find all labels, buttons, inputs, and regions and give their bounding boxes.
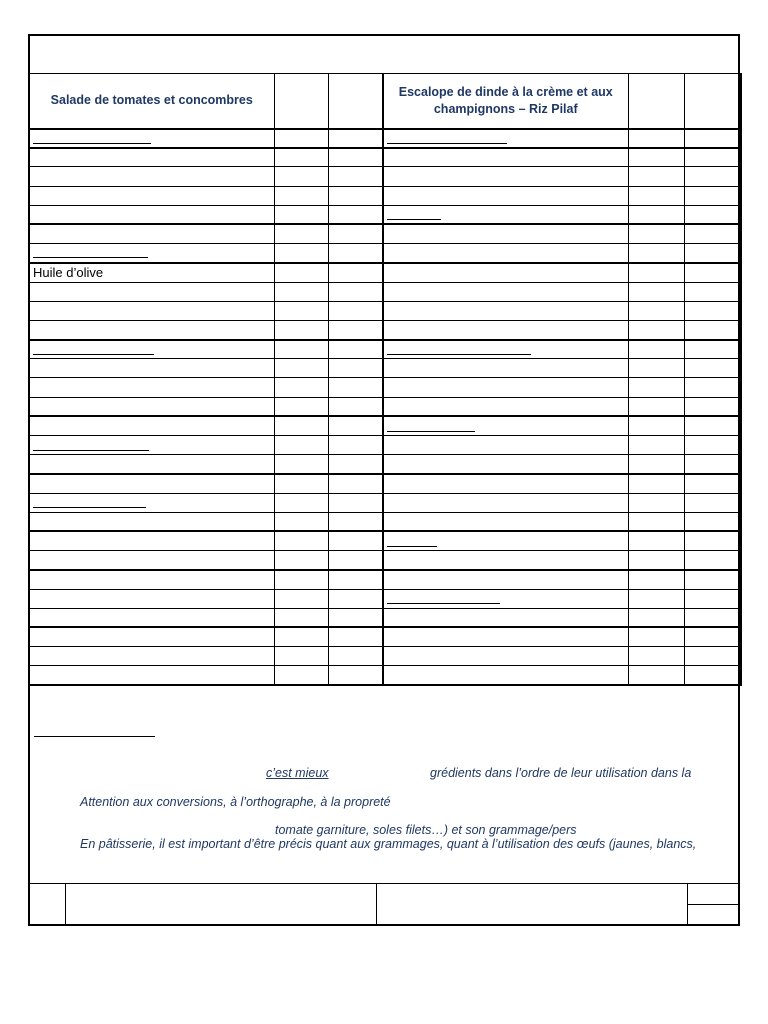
left-ingredient-cell (29, 627, 274, 646)
right-qty-cell (628, 186, 684, 205)
left-ingredient-cell (29, 129, 274, 148)
right-unit-cell (684, 474, 741, 493)
ingredient-row (29, 493, 741, 512)
right-qty-cell (628, 493, 684, 512)
right-unit-cell (684, 512, 741, 531)
left-qty-cell (274, 205, 328, 224)
ingredient-row (29, 129, 741, 148)
ingredient-row (29, 340, 741, 359)
left-ingredient-cell (29, 320, 274, 339)
left-unit-cell (328, 589, 383, 608)
right-unit-cell (684, 263, 741, 282)
left-unit-cell (328, 493, 383, 512)
right-ingredient-cell (383, 378, 628, 397)
right-qty-cell (628, 340, 684, 359)
note-line-4: En pâtisserie, il est important d’être précis quant aux grammages, quant à l’utilisation des œufs (jaunes, blancs, (80, 837, 697, 851)
right-qty-cell (628, 589, 684, 608)
left-unit-cell (328, 263, 383, 282)
right-qty-cell (628, 474, 684, 493)
right-ingredient-cell (383, 148, 628, 167)
form-title (30, 36, 738, 74)
footer-divider-2 (376, 884, 377, 925)
right-ingredient-cell (383, 397, 628, 416)
right-ingredient-cell (383, 301, 628, 320)
right-unit-cell (684, 129, 741, 148)
left-ingredient-cell (29, 589, 274, 608)
right-ingredient-cell (383, 531, 628, 550)
left-qty-cell (274, 608, 328, 627)
left-qty-cell (274, 474, 328, 493)
right-unit-cell (684, 666, 741, 685)
left-ingredient-cell (29, 666, 274, 685)
left-unit-header (328, 74, 383, 129)
right-ingredient-cell (383, 186, 628, 205)
left-unit-cell (328, 512, 383, 531)
left-ingredient-cell (29, 167, 274, 186)
ingredient-row (29, 186, 741, 205)
left-qty-cell (274, 186, 328, 205)
right-qty-cell (628, 531, 684, 550)
ingredient-row (29, 224, 741, 243)
ingredient-row (29, 436, 741, 455)
left-unit-cell (328, 474, 383, 493)
left-unit-cell (328, 244, 383, 263)
right-ingredient-cell (383, 359, 628, 378)
right-qty-header (628, 74, 684, 129)
left-unit-cell (328, 186, 383, 205)
right-ingredient-cell (383, 589, 628, 608)
right-unit-cell (684, 436, 741, 455)
right-ingredient-cell (383, 263, 628, 282)
ingredient-row (29, 205, 741, 224)
right-unit-cell (684, 627, 741, 646)
right-unit-cell (684, 301, 741, 320)
right-ingredient-cell (383, 205, 628, 224)
right-ingredient-cell (383, 493, 628, 512)
left-qty-cell (274, 512, 328, 531)
left-ingredient-cell (29, 224, 274, 243)
right-qty-cell (628, 627, 684, 646)
left-qty-cell (274, 666, 328, 685)
left-ingredient-cell (29, 301, 274, 320)
ingredient-row (29, 263, 741, 282)
left-ingredient-cell (29, 263, 274, 282)
right-ingredient-cell (383, 512, 628, 531)
right-qty-cell (628, 512, 684, 531)
right-ingredient-cell (383, 608, 628, 627)
right-qty-cell (628, 666, 684, 685)
blank-underline (33, 245, 148, 258)
ingredient-row (29, 244, 741, 263)
right-qty-cell (628, 378, 684, 397)
ingredient-row (29, 416, 741, 435)
left-ingredient-cell (29, 608, 274, 627)
right-ingredient-cell (383, 627, 628, 646)
ingredient-row (29, 512, 741, 531)
right-qty-cell (628, 244, 684, 263)
right-qty-cell (628, 608, 684, 627)
blank-underline (387, 131, 507, 144)
right-ingredient-cell (383, 244, 628, 263)
header-row (29, 74, 741, 129)
left-qty-cell (274, 416, 328, 435)
ingredient-row (29, 647, 741, 666)
right-ingredient-cell (383, 551, 628, 570)
blank-underline (33, 438, 149, 451)
right-ingredient-cell (383, 647, 628, 666)
notes-heading-underline (34, 736, 155, 737)
right-unit-header (684, 74, 741, 129)
left-ingredient-cell (29, 570, 274, 589)
note-line-1a: c’est mieux (266, 766, 329, 780)
ingredient-row (29, 531, 741, 550)
left-qty-cell (274, 455, 328, 474)
right-ingredient-cell (383, 320, 628, 339)
left-qty-cell (274, 493, 328, 512)
ingredient-row (29, 589, 741, 608)
blank-underline (33, 131, 151, 144)
left-unit-cell (328, 666, 383, 685)
blank-underline (387, 207, 441, 220)
left-unit-cell (328, 378, 383, 397)
right-recipe-title: Escalope de dinde à la crème et aux champignons – Riz Pilaf (383, 74, 628, 129)
left-ingredient-cell (29, 148, 274, 167)
left-unit-cell (328, 301, 383, 320)
left-qty-cell (274, 589, 328, 608)
ingredient-row (29, 551, 741, 570)
right-qty-cell (628, 301, 684, 320)
right-unit-cell (684, 148, 741, 167)
blank-underline (387, 342, 531, 355)
right-qty-cell (628, 129, 684, 148)
left-ingredient-cell (29, 378, 274, 397)
right-unit-cell (684, 320, 741, 339)
note-line-1b: grédients dans l’ordre de leur utilisation dans la (430, 766, 692, 780)
left-qty-cell (274, 340, 328, 359)
ingredient-row (29, 397, 741, 416)
left-unit-cell (328, 551, 383, 570)
right-unit-cell (684, 244, 741, 263)
right-qty-cell (628, 148, 684, 167)
left-qty-cell (274, 167, 328, 186)
blank-underline (387, 419, 475, 432)
left-ingredient-cell (29, 416, 274, 435)
left-ingredient-cell-text: Huile d’olive (33, 265, 104, 281)
left-unit-cell (328, 167, 383, 186)
right-ingredient-cell (383, 455, 628, 474)
left-unit-cell (328, 455, 383, 474)
right-qty-cell (628, 320, 684, 339)
ingredient-row (29, 608, 741, 627)
right-unit-cell (684, 455, 741, 474)
blank-underline (33, 342, 154, 355)
left-qty-cell (274, 378, 328, 397)
left-ingredient-cell (29, 531, 274, 550)
blank-underline (387, 591, 500, 604)
right-unit-cell (684, 282, 741, 301)
right-unit-cell (684, 570, 741, 589)
left-unit-cell (328, 416, 383, 435)
left-qty-header (274, 74, 328, 129)
left-ingredient-cell (29, 359, 274, 378)
left-qty-cell (274, 570, 328, 589)
right-unit-cell (684, 647, 741, 666)
left-unit-cell (328, 436, 383, 455)
right-unit-cell (684, 397, 741, 416)
left-ingredient-cell (29, 186, 274, 205)
left-ingredient-cell (29, 474, 274, 493)
left-ingredient-cell (29, 512, 274, 531)
right-ingredient-cell (383, 167, 628, 186)
left-unit-cell (328, 359, 383, 378)
left-qty-cell (274, 244, 328, 263)
ingredient-row (29, 282, 741, 301)
right-unit-cell (684, 378, 741, 397)
left-unit-cell (328, 205, 383, 224)
left-qty-cell (274, 301, 328, 320)
ingredient-row (29, 301, 741, 320)
right-ingredient-cell (383, 282, 628, 301)
right-qty-cell (628, 224, 684, 243)
right-unit-cell (684, 205, 741, 224)
footer-grid (30, 883, 738, 925)
left-qty-cell (274, 359, 328, 378)
right-unit-cell (684, 167, 741, 186)
left-qty-cell (274, 531, 328, 550)
right-unit-cell (684, 224, 741, 243)
notes-section (30, 716, 738, 883)
ingredient-row (29, 378, 741, 397)
left-unit-cell (328, 608, 383, 627)
right-qty-cell (628, 416, 684, 435)
left-qty-cell (274, 627, 328, 646)
left-ingredient-cell (29, 647, 274, 666)
left-ingredient-cell (29, 436, 274, 455)
left-qty-cell (274, 320, 328, 339)
note-line-3: tomate garniture, soles filets…) et son grammage/pers (275, 823, 577, 837)
right-ingredient-cell (383, 570, 628, 589)
left-ingredient-cell (29, 205, 274, 224)
right-unit-cell (684, 551, 741, 570)
right-ingredient-cell (383, 224, 628, 243)
right-qty-cell (628, 282, 684, 301)
left-unit-cell (328, 129, 383, 148)
right-unit-cell (684, 493, 741, 512)
left-qty-cell (274, 148, 328, 167)
blank-underline (33, 495, 146, 508)
left-ingredient-cell (29, 244, 274, 263)
right-ingredient-cell (383, 340, 628, 359)
ingredient-row (29, 666, 741, 685)
left-ingredient-cell (29, 551, 274, 570)
right-ingredient-cell (383, 666, 628, 685)
left-unit-cell (328, 397, 383, 416)
left-ingredient-cell (29, 282, 274, 301)
ingredient-row (29, 474, 741, 493)
ingredient-row (29, 148, 741, 167)
ingredient-row (29, 627, 741, 646)
left-qty-cell (274, 263, 328, 282)
right-unit-cell (684, 531, 741, 550)
left-unit-cell (328, 320, 383, 339)
right-qty-cell (628, 167, 684, 186)
blank-underline (387, 534, 437, 547)
right-qty-cell (628, 436, 684, 455)
note-line-2: Attention aux conversions, à l’orthographe, à la propreté (80, 795, 391, 809)
ingredient-row (29, 359, 741, 378)
left-unit-cell (328, 627, 383, 646)
right-ingredient-cell (383, 416, 628, 435)
left-unit-cell (328, 148, 383, 167)
right-qty-cell (628, 570, 684, 589)
left-ingredient-cell (29, 340, 274, 359)
left-recipe-title: Salade de tomates et concombres (29, 74, 274, 129)
left-ingredient-cell (29, 397, 274, 416)
left-ingredient-cell (29, 455, 274, 474)
left-qty-cell (274, 129, 328, 148)
right-unit-cell (684, 608, 741, 627)
ingredient-row (29, 320, 741, 339)
left-qty-cell (274, 397, 328, 416)
left-qty-cell (274, 282, 328, 301)
right-qty-cell (628, 551, 684, 570)
left-unit-cell (328, 570, 383, 589)
ingredient-row (29, 167, 741, 186)
left-qty-cell (274, 647, 328, 666)
right-qty-cell (628, 359, 684, 378)
recipe-grid (28, 73, 742, 686)
right-unit-cell (684, 589, 741, 608)
right-qty-cell (628, 647, 684, 666)
right-qty-cell (628, 455, 684, 474)
right-unit-cell (684, 416, 741, 435)
right-ingredient-cell (383, 129, 628, 148)
right-ingredient-cell (383, 474, 628, 493)
right-unit-cell (684, 340, 741, 359)
ingredient-row (29, 455, 741, 474)
right-qty-cell (628, 263, 684, 282)
left-unit-cell (328, 224, 383, 243)
left-qty-cell (274, 224, 328, 243)
footer-split-line (687, 904, 738, 905)
right-qty-cell (628, 397, 684, 416)
left-unit-cell (328, 282, 383, 301)
right-ingredient-cell (383, 436, 628, 455)
left-unit-cell (328, 340, 383, 359)
ingredient-row (29, 570, 741, 589)
right-unit-cell (684, 359, 741, 378)
left-unit-cell (328, 647, 383, 666)
left-qty-cell (274, 436, 328, 455)
right-qty-cell (628, 205, 684, 224)
footer-divider-1 (65, 884, 66, 925)
left-ingredient-cell (29, 493, 274, 512)
left-qty-cell (274, 551, 328, 570)
left-unit-cell (328, 531, 383, 550)
right-unit-cell (684, 186, 741, 205)
